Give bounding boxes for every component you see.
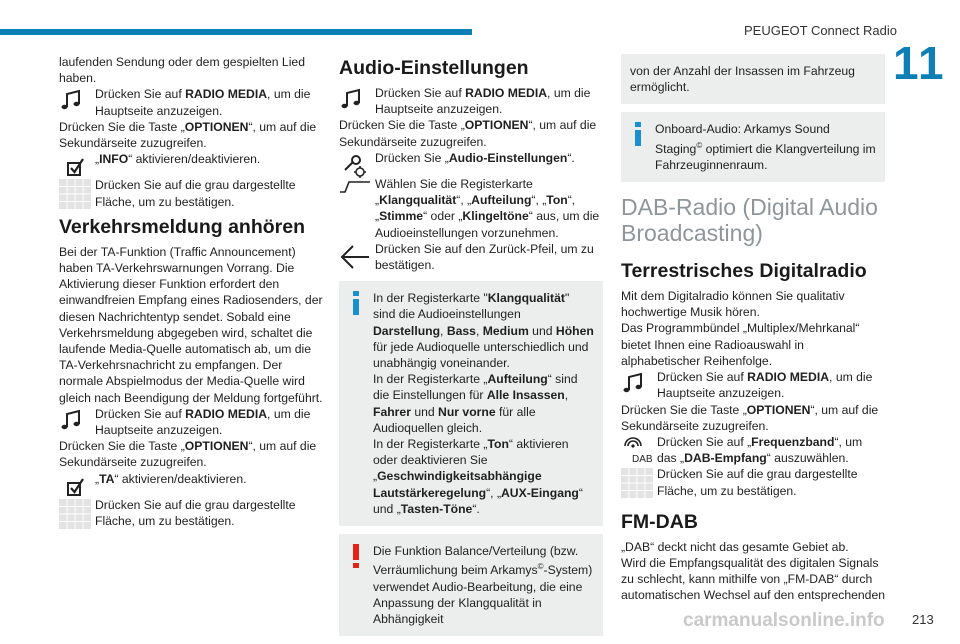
document-title: PEUGEOT Connect Radio xyxy=(744,23,897,38)
step-audio-settings: Drücken Sie „Audio-Einstellungen“. xyxy=(339,150,603,166)
info-box: Onboard-Audio: Arkamys Sound Staging© optimiert die Klangverteilung im Fahrzeuginnenraum. xyxy=(621,112,885,182)
step-radio-media: Drücken Sie auf RADIO MEDIA, um die Hauptseite anzuzeigen. xyxy=(59,406,323,438)
step-ta-toggle: „TA“ aktivieren/deaktivieren. xyxy=(59,471,323,487)
paragraph: „DAB“ deckt nicht das gesamte Gebiet ab. xyxy=(621,539,849,554)
heading-audio-settings: Audio-Einstellungen xyxy=(339,57,529,79)
paragraph: Drücken Sie die Taste „OPTIONEN“, um auf die Sekundärseite zuzugreifen. xyxy=(621,402,879,433)
music-note-icon xyxy=(59,88,91,116)
paragraph: Drücken Sie die Taste „OPTIONEN“, um auf die Sekundärseite zuzugreifen. xyxy=(339,118,597,149)
step-confirm: Drücken Sie auf die grau dargestellte Fläche, um zu bestätigen. xyxy=(59,497,323,529)
step-select-tab: Wählen Sie die Registerkarte „Klangqualität“, „Aufteilung“, „Ton“, „Stimme“ oder „Klingeltöne“ aus, um die Audioeinstellungen vorzunehmen. xyxy=(339,176,603,241)
chapter-number: 11 xyxy=(893,37,946,89)
heading-fm-dab: FM-DAB xyxy=(621,510,698,533)
grey-area-icon xyxy=(59,499,91,527)
step-info-toggle: „INFO“ aktivieren/deaktivieren. xyxy=(59,151,323,167)
paragraph: Mit dem Digitalradio können Sie qualitativ hochwertige Musik hören. xyxy=(621,289,845,320)
warning-icon xyxy=(350,544,362,572)
info-icon xyxy=(632,122,644,150)
music-note-icon xyxy=(339,87,371,115)
heading-dab-radio: DAB-Radio (Digital Audio Broadcasting) xyxy=(621,194,878,247)
step-radio-media: Drücken Sie auf RADIO MEDIA, um die Hauptseite anzuzeigen. xyxy=(621,369,885,401)
column-2 xyxy=(339,54,603,644)
info-box: In der Registerkarte "Klangqualität" sind die Audioeinstellungen Darstellung, Bass, Medium und Höhen für jede Audioquelle unterschiedlich und unabhängig voneinander. In der Registerkarte „Aufteilung“ sind die Einstellungen für Alle Insassen, Fahrer und Nur vorne für alle Audioquellen gleich. In der Registerkarte „Ton“ aktivieren oder deaktivieren Sie „Geschwindigkeitsabhängige Lautstärkeregelung“, „AUX-Eingang“ und „Tasten-Töne“. xyxy=(339,281,603,526)
step-radio-media: Drücken Sie auf RADIO MEDIA, um die Hauptseite anzuzeigen. xyxy=(59,86,323,118)
column-1 xyxy=(59,54,323,529)
paragraph: Bei der TA-Funktion (Traffic Announcement) haben TA-Verkehrswarnungen Vorrang. Die Aktivierung dieser Funktion erfordert den einwandfreien Empfang eines Radiosenders, der diesen Nachrichtentyp sendet. Sobald eine Verkehrsmeldung abgegeben wird, schaltet die laufende Media-Quelle automatisch ab, um die TA-Verkehrsnachricht zu empfangen. Der normale Abspielmodus der Media-Quelle wird gleich nach Beendigung der Meldung fortgeführt. xyxy=(59,244,323,405)
page-number: 213 xyxy=(912,612,934,627)
heading-traffic-announcement: Verkehrsmeldung anhören xyxy=(59,215,305,238)
paragraph: Wird die Empfangsqualität des digitalen Signals zu schlecht, kann mithilfe von „FM-DAB“ durch automatischen Wechsel auf den entsprechenden xyxy=(621,555,886,603)
music-note-icon xyxy=(59,408,91,436)
step-confirm: Drücken Sie auf die grau dargestellte Fläche, um zu bestätigen. xyxy=(621,466,885,498)
back-arrow-icon xyxy=(339,243,371,271)
step-back: Drücken Sie auf den Zurück-Pfeil, um zu bestätigen. xyxy=(339,241,603,273)
svg-text:DAB: DAB xyxy=(632,453,653,465)
paragraph: Drücken Sie die Taste „OPTIONEN“, um auf die Sekundärseite zuzugreifen. xyxy=(59,439,317,470)
tab-icon xyxy=(339,178,371,206)
watermark: carmanualsonline.info xyxy=(683,610,885,631)
warning-box: Die Funktion Balance/Verteilung (bzw. Verräumlichung beim Arkamys©-System) verwendet Audio-Bearbeitung, die eine Anpassung der Klangqualität in Abhängigkeit xyxy=(339,534,603,636)
step-radio-media: Drücken Sie auf RADIO MEDIA, um die Hauptseite anzuzeigen. xyxy=(339,85,603,117)
info-icon xyxy=(350,291,362,319)
paragraph: laufenden Sendung oder dem gespielten Lied haben. xyxy=(59,55,305,86)
warning-box-continued: von der Anzahl der Insassen im Fahrzeug ermöglicht. xyxy=(621,54,885,104)
column-3 xyxy=(621,54,885,604)
dab-antenna-icon xyxy=(621,436,653,464)
paragraph: Das Programmbündel „Multiplex/Mehrkanal“ bietet Ihnen eine Radioauswahl in alphabetischer Reihenfolge. xyxy=(621,321,860,368)
paragraph: Drücken Sie die Taste „OPTIONEN“, um auf die Sekundärseite zuzugreifen. xyxy=(59,119,317,151)
grey-area-icon xyxy=(59,179,91,207)
music-note-icon xyxy=(621,371,653,399)
heading-terrestrial-digital-radio: Terrestrisches Digitalradio xyxy=(621,260,867,283)
step-confirm: Drücken Sie auf die grau dargestellte Fläche, um zu bestätigen. xyxy=(59,177,323,209)
header-accent-bar xyxy=(0,29,472,35)
grey-area-icon xyxy=(621,468,653,496)
step-frequency-band: DAB Drücken Sie auf „Frequenzband“, um das „DAB-Empfang“ auszuwählen. xyxy=(621,434,885,466)
